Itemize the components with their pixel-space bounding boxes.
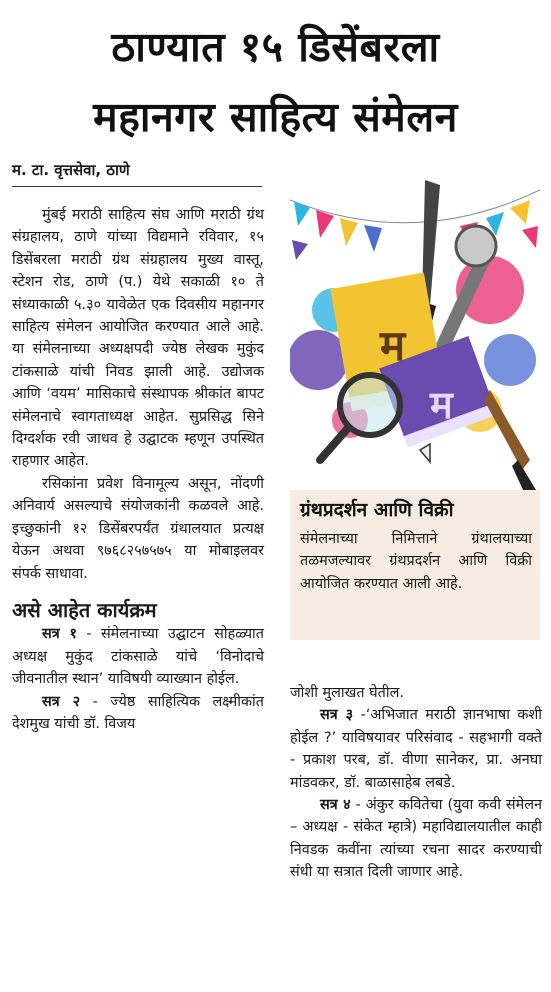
exhibition-sidebar xyxy=(290,490,540,640)
session-1 xyxy=(12,623,264,690)
session-3 xyxy=(290,704,542,794)
article-column-left xyxy=(12,204,264,735)
book-letter-purple: म xyxy=(430,383,453,427)
exhibition-sidebar-text: संमेलनाच्या निमित्ताने ग्रंथालयाच्या तळमजल्यावर ग्रंथप्रदर्शन आणि विक्री आयोजित करण्यात आली आहे. xyxy=(300,531,532,592)
paragraph-registration: रसिकांना प्रवेश विनामूल्य असून, नोंदणी अनिवार्य असल्याचे संयोजकांनी कळवले आहे. इच्छुकांनी १२ डिसेंबरपर्यंत ग्रंथालयात प्रत्यक्ष येऊन अथवा ९७६८२५७५७५ या मोबाइलवर संपर्क साधावा. xyxy=(12,475,264,582)
headline-line-2: महानगर साहित्य संमेलन xyxy=(93,93,458,141)
session-3-label: सत्र ३ xyxy=(320,707,354,724)
session-3-text: -‘अभिजात मराठी ज्ञानभाषा कशी होईल ?’ याविषयावर परिसंवाद - सहभागी वक्ते - प्रकाश परब, डॉ. वीणा सानेकर, प्रा. अनघा मांडवकर, डॉ. बाळासाहेब लबडे. xyxy=(290,707,542,791)
exhibition-sidebar-title: ग्रंथप्रदर्शन आणि विक्री xyxy=(300,499,454,521)
illustration-graphic xyxy=(290,160,540,490)
session-4 xyxy=(290,794,542,884)
byline: म. टा. वृत्तसेवा, ठाणे xyxy=(12,160,262,187)
book-letter-yellow: म xyxy=(380,321,406,370)
session-2-text: - ज्येष्ठ साहित्यिक लक्ष्मीकांत देशमुख यांची डॉ. विजय xyxy=(12,693,264,732)
session-2-continuation: जोशी मुलाखत घेतील. xyxy=(290,685,404,701)
session-2 xyxy=(12,691,264,736)
session-1-label: सत्र १ xyxy=(42,626,77,643)
program-heading: असे आहेत कार्यक्रम xyxy=(12,597,157,622)
paragraph-intro: मुंबई मराठी साहित्य संघ आणि मराठी ग्रंथ संग्रहालय, ठाणे यांच्या विद्यमाने रविवार, १५ डिसेंबरला मराठी ग्रंथ संग्रहालय मुख्य वास्तू, स्टेशन रोड, ठाणे (प.) येथे सकाळी १० ते संध्याकाळी ५.३० यावेळेत एक दिवसीय महानगर साहित्य संमेलन आयोजित करण्यात आले आहे. या संमेलनाच्या अध्यक्षपदी ज्येष्ठ लेखक मुकुंद टांकसाळे यांची निवड झाली आहे. उद्योजक आणि ‘वयम’ मासिकाचे संस्थापक श्रीकांत बापट संमेलनाचे स्वागताध्यक्ष आहेत. सुप्रसिद्ध सिने दिग्दर्शक रवी जाधव हे उद्घाटक म्हणून उपस्थित राहणार आहेत. xyxy=(12,207,264,470)
headline-line-1: ठाण्यात १५ डिसेंबरला xyxy=(111,23,440,71)
session-4-text: - अंकुर कवितेचा (युवा कवी संमेलन – अध्यक्ष - संकेत म्हात्रे) महाविद्यालयातील काही निवडक कवींना त्यांच्या रचना सादर करण्याची संधी या सत्रात दिली जाणार आहे. xyxy=(290,797,542,881)
article-column-right xyxy=(290,682,542,884)
session-1-text: - संमेलनाच्या उद्घाटन सोहळ्यात अध्यक्ष मुकुंद टांकसाळे यांचे ‘विनोदाचे जीवनातील स्थान’ याविषयी व्याख्यान होईल. xyxy=(12,626,264,688)
session-4-label: सत्र ४ xyxy=(320,797,351,814)
literature-illustration xyxy=(290,160,540,490)
session-2-label: सत्र २ xyxy=(42,693,81,710)
